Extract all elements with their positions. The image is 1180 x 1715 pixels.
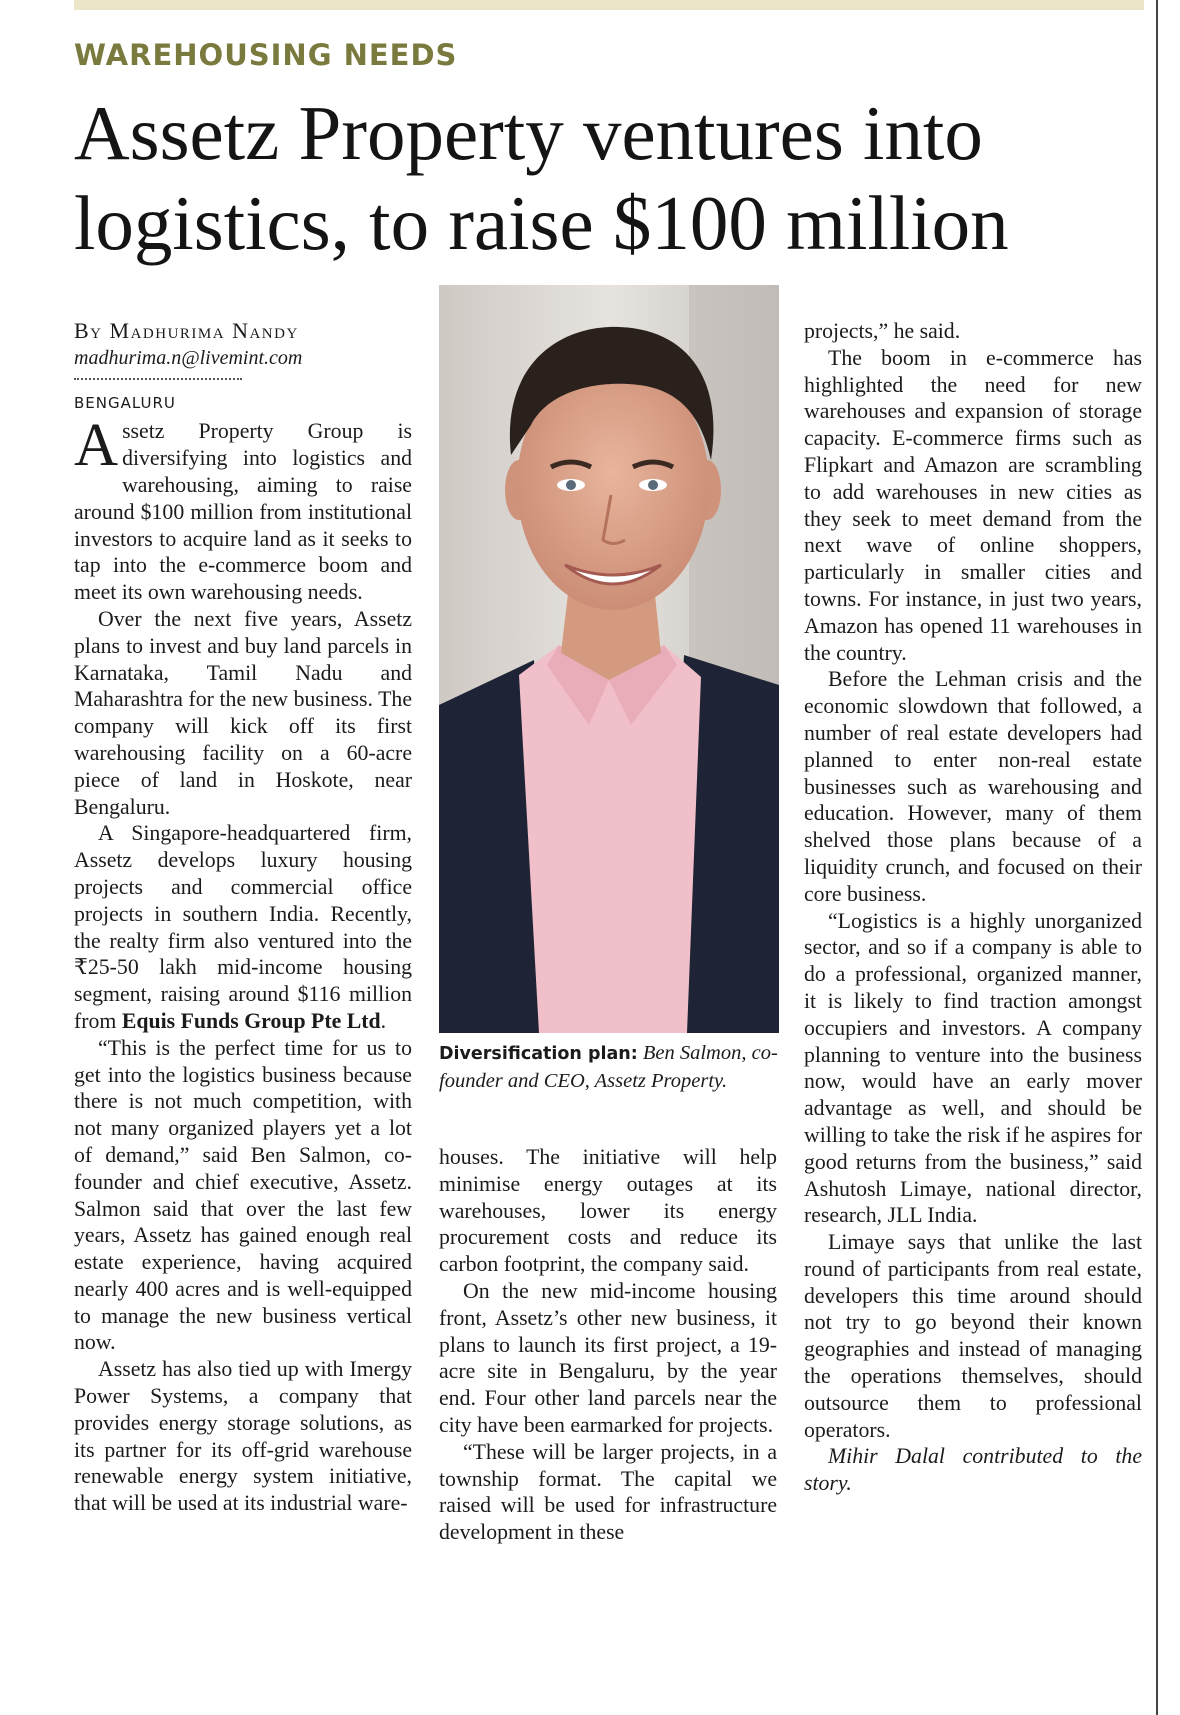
- paragraph: projects,” he said.: [804, 319, 961, 343]
- paragraph: Limaye says that unlike the last round of participants from real estate, developers this time around should not try to go beyond their known geographies and instead of managing the operations themselves, should outsource them to professional operators.: [804, 1230, 1142, 1442]
- paragraph: “These will be larger projects, in a township format. The capital we raised will be used for infrastructure development in these: [439, 1439, 777, 1545]
- top-color-bar: [74, 0, 1144, 10]
- paragraph: Before the Lehman crisis and the economic slowdown that followed, a number of real estate developers had planned to enter non-real estate businesses such as warehousing and education. However, many of them shelved those plans because of a liquidity crunch, and focused on their core business.: [804, 667, 1142, 906]
- paragraph: On the new mid-income housing front, Assetz’s other new business, it plans to launch its first project, a 19-acre site in Bengaluru, by the year end. Four other land parcels near the city have been earmarked for projects.: [439, 1278, 777, 1437]
- paragraph-text: .: [380, 1008, 387, 1033]
- paragraph: “Logistics is a highly unorganized sector, and so if a company is able to do a professional, organized manner, it is likely to find traction amongst occupiers and investors. A company planning to venture into the business now, would have an early mover advantage as well, and should be willing to take the risk if he aspires for good returns from the business,” said Ashutosh Limaye, national director, research, JLL India.: [804, 908, 1142, 1228]
- paragraph: houses. The initiative will help minimise energy outages at its warehouses, lower its energy procurement costs and reduce its carbon footprint, the company said.: [439, 1145, 777, 1277]
- caption-text: Ben Salmon, co-founder and CEO, Assetz Property.: [439, 1042, 778, 1092]
- page-edge-rule: [1156, 0, 1158, 1715]
- byline: By Madhurima Nandy: [74, 318, 299, 343]
- contributor-credit: Mihir Dalal contributed to the story.: [804, 1444, 1142, 1496]
- paragraph: The boom in e-commerce has highlighted the need for new warehouses and expansion of storage capacity. E-commerce firms such as Flipkart and Amazon are scrambling to add warehouses in new cities as they seek to meet demand from the next wave of online shoppers, particularly in smaller cities and towns. For instance, in just two years, Amazon has opened 11 warehouses in the country.: [804, 345, 1142, 665]
- photo-caption: [439, 1040, 779, 1094]
- article-column-3: [804, 318, 1142, 1497]
- dateline: BENGALURU: [74, 393, 176, 412]
- portrait-photo: [439, 285, 779, 1033]
- paragraph: Assetz has also tied up with Imergy Power Systems, a company that provides energy storage solutions, as its partner for its off-grid warehouse renewable energy system initiative, that will be used at its industrial ware-: [74, 1357, 412, 1516]
- article-column-1: [74, 318, 412, 1517]
- paragraph: [74, 820, 412, 1034]
- paragraph: “This is the perfect time for us to get into the logistics business because there is not much competition, with not many organized players yet a lot of demand,” said Ben Salmon, co-founder and chief executive, Assetz. Salmon said that over the last few years, Assetz has gained enough real estate experience, having acquired nearly 400 acres and is well-equipped to manage the new business vertical now.: [74, 1035, 412, 1355]
- caption-label: Diversification plan:: [439, 1044, 638, 1064]
- author-email[interactable]: madhurima.n@livemint.com: [74, 346, 303, 369]
- company-name: Equis Funds Group Pte Ltd: [121, 1008, 381, 1033]
- article-column-2: [439, 1144, 777, 1546]
- paragraph: Over the next five years, Assetz plans to invest and buy land parcels in Karnataka, Tamil Nadu and Maharashtra for the new business. The company will kick off its first warehousing facility on a 60-acre piece of land in Hoskote, near Bengaluru.: [74, 606, 412, 819]
- paragraph: [74, 412, 412, 606]
- drop-cap: A: [74, 412, 119, 480]
- dotted-divider: [74, 378, 242, 380]
- section-kicker: WAREHOUSING NEEDS: [74, 38, 458, 72]
- headline: Assetz Property ventures into logistics, to raise $100 million: [74, 90, 1009, 266]
- paragraph-text: ssetz Property Group is diversifying into logistics and warehousing, aiming to raise around $100 million from institutional investors to acquire land as it seeks to tap into the e-commerce boom and meet its own warehousing needs.: [74, 419, 412, 605]
- portrait-illustration: [439, 285, 779, 1033]
- paragraph-text: A Singapore-headquartered firm, Assetz develops luxury housing projects and commercial office projects in southern India. Recently, the realty firm also ventured into the ₹25-50 lakh mid-income housing segment, raising around $116 million from: [74, 821, 412, 1033]
